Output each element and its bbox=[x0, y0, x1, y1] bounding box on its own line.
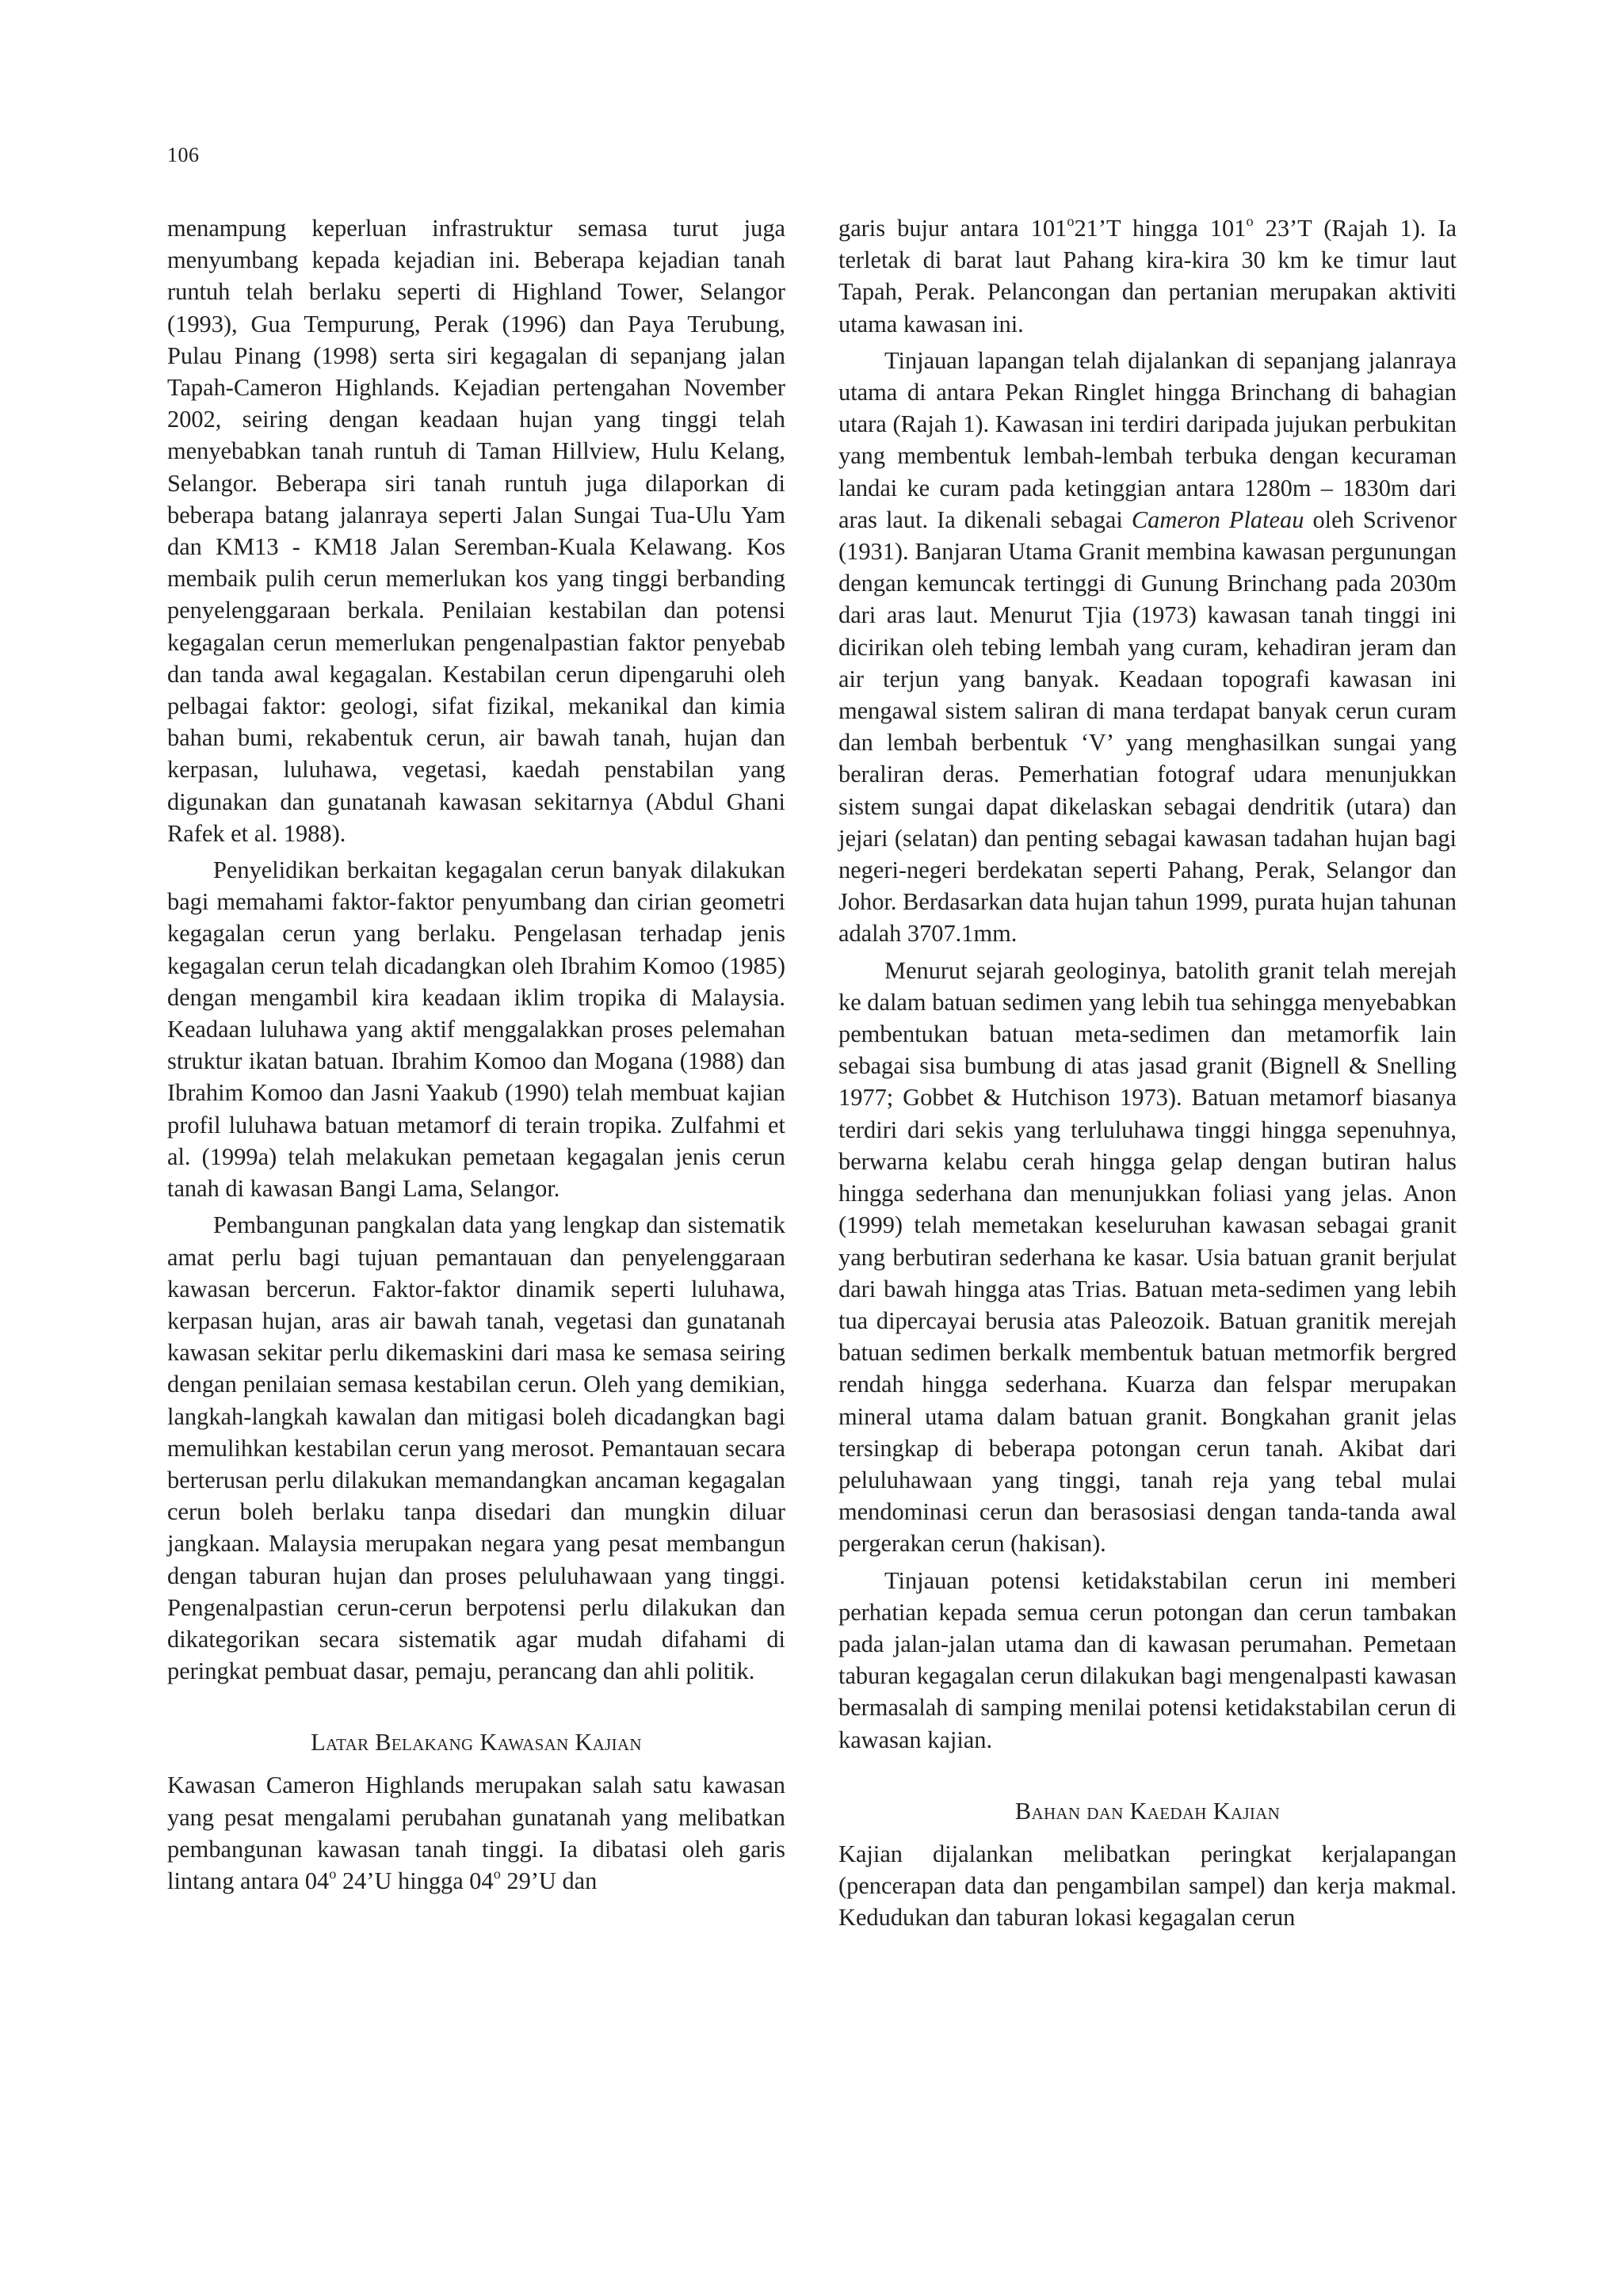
paragraph: Pembangunan pangkalan data yang lengkap dan sistematik amat perlu bagi tujuan pemantauan dan penyelenggaraan kawasan bercerun. Faktor-faktor dinamik seperti luluhawa, kerpasan hujan, aras air bawah tanah, vegetasi dan gunatanah kawasan sekitar perlu dikemaskini dari masa ke semasa seiring dengan penilaian semasa kestabilan cerun. Oleh yang demikian, langkah-langkah kawalan dan mitigasi boleh dicadangkan bagi memulihkan kestabilan cerun yang merosot. Pemantauan secara berterusan perlu dilakukan memandangkan ancaman kegagalan cerun boleh berlaku tanpa disedari dan mungkin diluar jangkaan. Malaysia merupakan negara yang pesat membangun dengan taburan hujan dan proses peluluhawaan yang tinggi. Pengenalpastian cerun-cerun berpotensi perlu dilakukan dan dikategorikan secara sistematik agar mudah difahami di peringkat pembuat dasar, pemaju, perancang dan ahli politik. bbox=[167, 1211, 785, 1685]
paragraph: Kajian dijalankan melibatkan peringkat kerjalapangan (pencerapan data dan pengambilan sampel) dan kerja makmal. Kedudukan dan taburan lokasi kegagalan cerun bbox=[838, 1840, 1457, 1932]
paragraph: Kawasan Cameron Highlands merupakan salah satu kawasan yang pesat mengalami perubahan gunatanah yang melibatkan pembangunan kawasan tanah tinggi. Ia dibatasi oleh garis lintang antara 04$^o$ 24’U hingga 04$^o$ 29’U dan bbox=[167, 1772, 785, 1894]
paragraph: Tinjauan potensi ketidakstabilan cerun ini memberi perhatian kepada semua cerun potongan dan cerun tambakan pada jalan-jalan utama dan di kawasan perumahan. Pemetaan taburan kegagalan cerun dilakukan bagi mengenalpasti kawasan bermasalah di samping menilai potensi ketidakstabilan cerun di kawasan kajian. bbox=[838, 1566, 1457, 1753]
paragraph: Penyelidikan berkaitan kegagalan cerun banyak dilakukan bagi memahami faktor-faktor penyumbang dan cirian geometri kegagalan cerun yang berlaku. Pengelasan terhadap jenis kegagalan cerun telah dicadangkan oleh Ibrahim Komoo (1985) dengan mengambil kira keadaan iklim tropika di Malaysia. Keadaan luluhawa yang aktif menggalakkan proses pelemahan struktur ikatan batuan. Ibrahim Komoo dan Mogana (1988) dan Ibrahim Komoo dan Jasni Yaakub (1990) telah membuat kajian profil luluhawa batuan metamorf di terain tropika. Zulfahmi et al. (1999a) telah melakukan pemetaan kegagalan jenis cerun tanah di kawasan Bangi Lama, Selangor. bbox=[167, 856, 785, 1203]
right-column bbox=[838, 212, 1457, 1933]
paragraph: Menurut sejarah geologinya, batolith granit telah merejah ke dalam batuan sedimen yang lebih tua sehingga menyebabkan pembentukan batuan meta-sedimen dan metamorfik lain sebagai sisa bumbung di atas jasad granit (Bignell & Snelling 1977; Gobbet & Hutchison 1973). Batuan metamorf biasanya terdiri dari sekis yang terluluhawa tinggi hingga sepenuhnya, berwarna kelabu cerah hingga gelap dengan butiran halus hingga sederhana dan menunjukkan foliasi yang jelas. Anon (1999) telah memetakan keseluruhan kawasan sebagai granit yang berbutiran sederhana ke kasar. Usia batuan granit berjulat dari bawah hingga atas Trias. Batuan meta-sedimen yang lebih tua dipercayai berusia atas Paleozoik. Batuan granitik merejah batuan sedimen berkalk membentuk batuan metmorfik bergred rendah hingga sederhana. Kuarza dan felspar merupakan mineral utama dalam batuan granit. Bongkahan granit jelas tersingkap di beberapa potongan cerun tanah. Akibat dari peluluhawaan yang tinggi, tanah reja yang tebal mulai mendominasi cerun dan berasosiasi dengan tanda-tanda awal pergerakan cerun (hakisan). bbox=[838, 956, 1457, 1558]
page-number: 106 bbox=[167, 143, 200, 166]
paragraph: menampung keperluan infrastruktur semasa turut juga menyumbang kepada kejadian ini. Beberapa kejadian tanah runtuh telah berlaku seperti di Highland Tower, Selangor (1993), Gua Tempurung, Perak (1996) dan Paya Terubung, Pulau Pinang (1998) serta siri kegagalan di sepanjang jalan Tapah-Cameron Highlands. Kejadian pertengahan November 2002, seiring dengan keadaan hujan yang tinggi telah menyebabkan tanah runtuh di Taman Hillview, Hulu Kelang, Selangor. Beberapa siri tanah runtuh juga dilaporkan di beberapa batang jalanraya seperti Jalan Sungai Tua-Ulu Yam dan KM13 - KM18 Jalan Seremban-Kuala Kelawang. Kos membaik pulih cerun memerlukan kos yang tinggi berbanding penyelenggaraan berkala. Penilaian kestabilan dan potensi kegagalan cerun memerlukan pengenalpastian faktor penyebab dan tanda awal kegagalan. Kestabilan cerun dipengaruhi oleh pelbagai faktor: geologi, sifat fizikal, mekanikal dan kimia bahan bumi, rekabentuk cerun, air bawah tanah, hujan dan kerpasan, luluhawa, vegetasi, kaedah penstabilan yang digunakan dan gunatanah kawasan sekitarnya (Abdul Ghani Rafek et al. 1988). bbox=[167, 215, 785, 847]
paragraph: Tinjauan lapangan telah dijalankan di sepanjang jalanraya utama di antara Pekan Ringlet hingga Brinchang di bahagian utara (Rajah 1). Kawasan ini terdiri daripada jujukan perbukitan yang membentuk lembah-lembah terbuka dengan kecuraman landai ke curam pada ketinggian antara 1280m – 1830m dari aras laut. Ia dikenali sebagai Cameron Plateau oleh Scrivenor (1931). Banjaran Utama Granit membina kawasan pergunungan dengan kemuncak tertinggi di Gunung Brinchang pada 2030m dari aras laut. Menurut Tjia (1973) kawasan tanah tinggi ini dicirikan oleh tebing lembah yang curam, kehadiran jeram dan air terjun yang banyak. Keadaan topografi kawasan ini mengawal sistem saliran di mana terdapat banyak cerun curam dan lembah berbentuk ‘V’ yang menghasilkan sungai yang beraliran deras. Pemerhatian fotograf udara menunjukkan sistem sungai dapat dikelaskan sebagai dendritik (utara) dan jejari (selatan) dan penting sebagai kawasan tadahan hujan bagi negeri-negeri berdekatan seperti Pahang, Perak, Selangor dan Johor. Berdasarkan data hujan tahun 1999, purata hujan tahunan adalah 3707.1mm. bbox=[838, 346, 1457, 948]
left-column bbox=[167, 212, 785, 1897]
paragraph: garis bujur antara 101$^o$21’T hingga 101$^o$ 23’T (Rajah 1). Ia terletak di barat laut Pahang kira-kira 30 km ke timur laut Tapah, Perak. Pelancongan dan pertanian merupakan aktiviti utama kawasan ini. bbox=[838, 213, 1457, 338]
section-heading: Bahan dan Kaedah Kajian bbox=[1014, 1797, 1281, 1825]
section-heading: Latar Belakang Kawasan Kajian bbox=[311, 1729, 642, 1756]
